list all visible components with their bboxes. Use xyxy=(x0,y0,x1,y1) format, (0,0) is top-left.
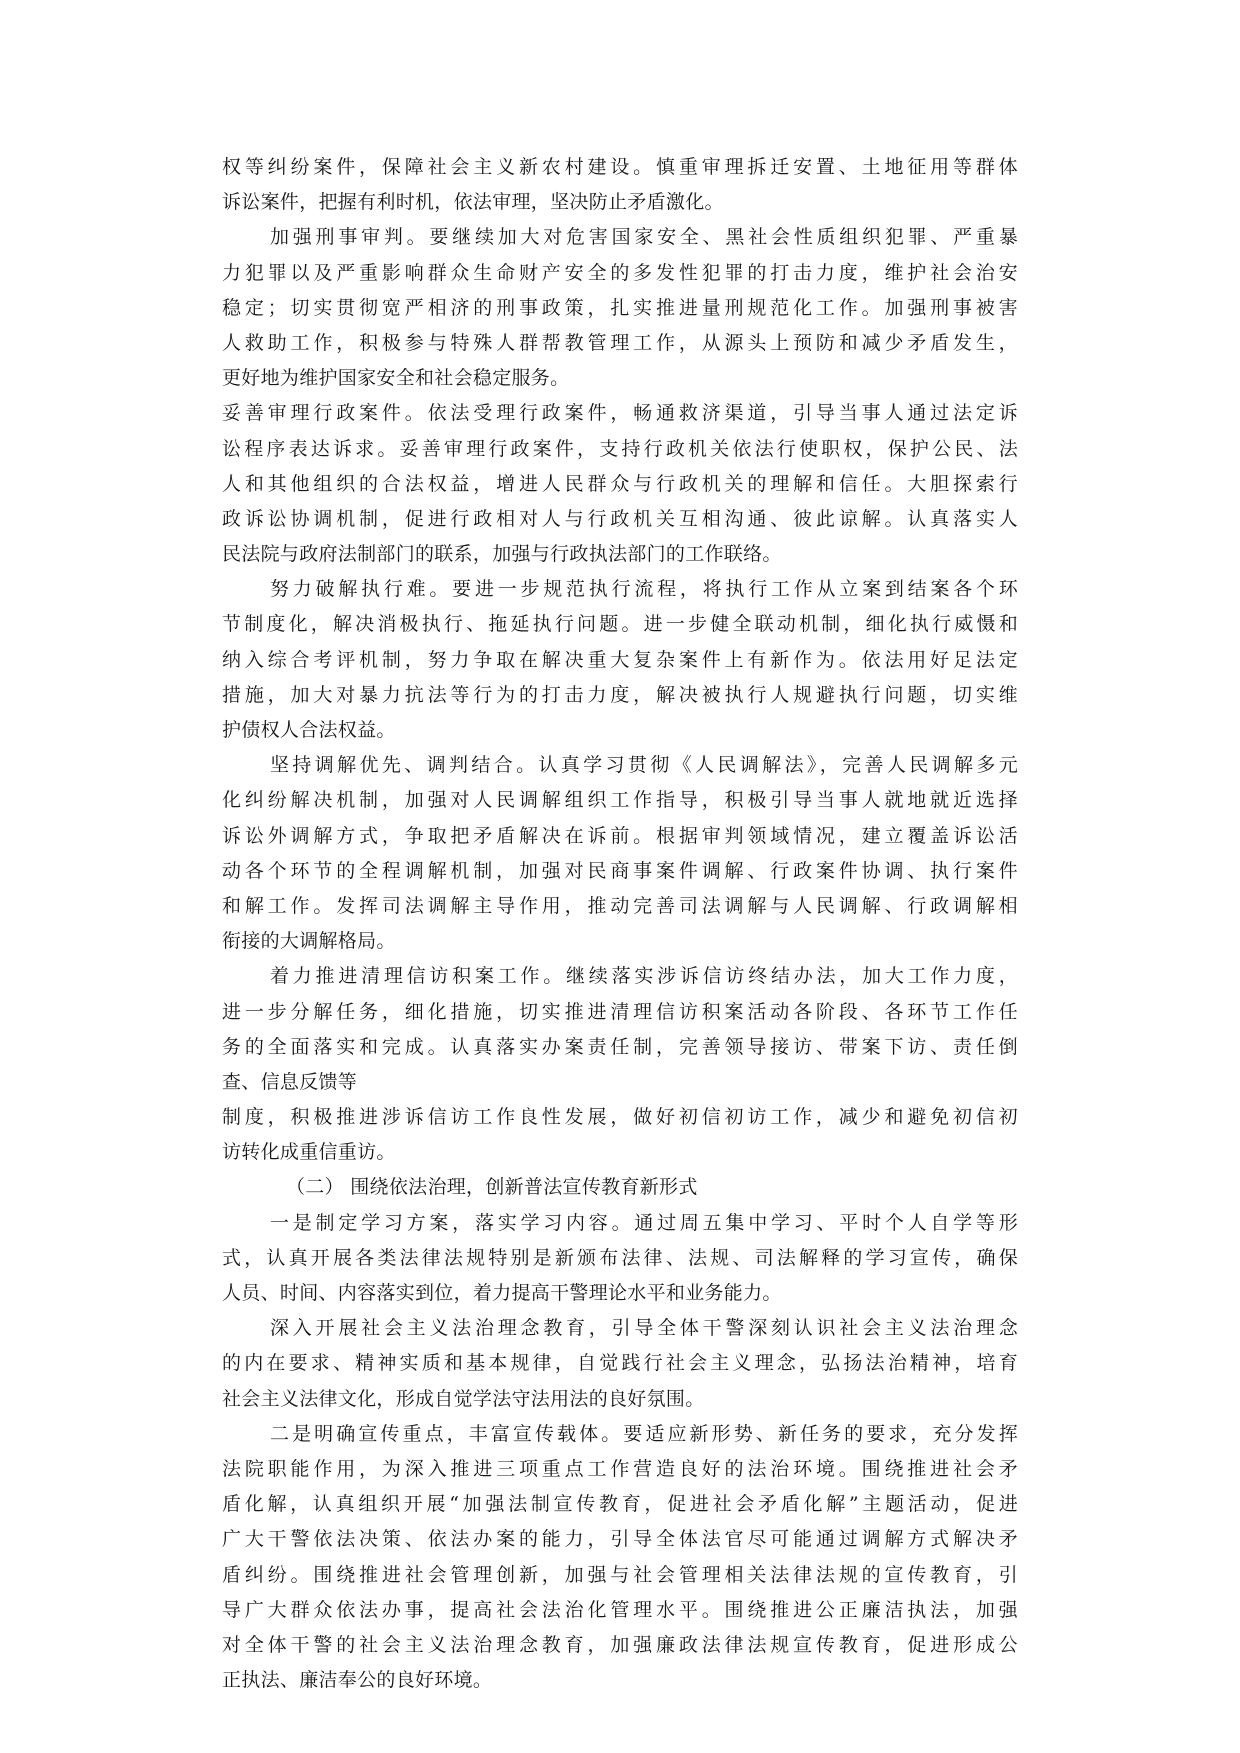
text-line: 措施，加大对暴力抗法等行为的打击力度，解决被执行人规避执行问题，切实维 xyxy=(222,683,1018,706)
text-line: 人和其他组织的合法权益，增进人民群众与行政机关的理解和信任。大胆探索行 xyxy=(222,472,1018,495)
text-line: 和解工作。发挥司法调解主导作用，推动完善司法调解与人民调解、行政调解相 xyxy=(222,894,1018,917)
text-line: 深入开展社会主义法治理念教育，引导全体干警深刻认识社会主义法治理念 xyxy=(270,1317,1018,1340)
text-line: 社会主义法律文化，形成自觉学法守法用法的良好氛围。 xyxy=(222,1387,705,1410)
text-line: 的内在要求、精神实质和基本规律，自觉践行社会主义理念，弘扬法治精神，培育 xyxy=(222,1352,1018,1375)
text-line: 务的全面落实和完成。认真落实办案责任制，完善领导接访、带案下访、责任倒 xyxy=(222,1035,1018,1058)
document-body xyxy=(222,150,1018,1698)
text-line: 努力破解执行难。要进一步规范执行流程，将执行工作从立案到结案各个环 xyxy=(270,578,1018,601)
text-line: 护债权人合法权益。 xyxy=(222,719,396,741)
text-line: 力犯罪以及严重影响群众生命财产安全的多发性犯罪的打击力度，维护社会治安 xyxy=(222,261,1018,284)
text-line: 诉讼案件，把握有利时机，依法审理，坚决防止矛盾激化。 xyxy=(222,191,724,214)
text-line: 访转化成重信重访。 xyxy=(222,1141,396,1164)
text-line: 妥善审理行政案件。依法受理行政案件，畅通救济渠道，引导当事人通过法定诉 xyxy=(222,402,1018,425)
text-line: 人救助工作，积极参与特殊人群帮教管理工作，从源头上预防和减少矛盾发生， xyxy=(222,331,1018,354)
text-line: 对全体干警的社会主义法治理念教育，加强廉政法律法规宣传教育，促进形成公 xyxy=(222,1633,1018,1656)
text-line: 着力推进清理信访积案工作。继续落实涉诉信访终结办法，加大工作力度， xyxy=(270,965,1018,988)
section-heading: （二） 围绕依法治理，创新普法宣传教育新形式 xyxy=(286,1176,698,1199)
text-line: 盾化解，认真组织开展“加强法制宣传教育，促进社会矛盾化解”主题活动，促进 xyxy=(222,1493,1018,1516)
text-line: 导广大群众依法办事，提高社会法治化管理水平。围绕推进公正廉洁执法，加强 xyxy=(222,1598,1018,1621)
text-line: 广大干警依法决策、依法办案的能力，引导全体法官尽可能通过调解方式解决矛 xyxy=(222,1528,1018,1551)
text-line: 政诉讼协调机制，促进行政相对人与行政机关互相沟通、彼此谅解。认真落实人 xyxy=(222,507,1018,530)
text-line: 法院职能作用，为深入推进三项重点工作营造良好的法治环境。围绕推进社会矛 xyxy=(222,1457,1018,1480)
text-line: 盾纠纷。围绕推进社会管理创新，加强与社会管理相关法律法规的宣传教育，引 xyxy=(222,1563,1018,1586)
text-line: 二是明确宣传重点，丰富宣传载体。要适应新形势、新任务的要求，充分发挥 xyxy=(270,1422,1018,1445)
text-line: 衔接的大调解格局。 xyxy=(222,930,396,953)
text-line: 节制度化，解决消极执行、拖延执行问题。进一步健全联动机制，细化执行威慑和 xyxy=(222,613,1018,636)
text-line: 进一步分解任务，细化措施，切实推进清理信访积案活动各阶段、各环节工作任 xyxy=(222,1000,1018,1023)
text-line: 正执法、廉洁奉公的良好环境。 xyxy=(222,1669,493,1692)
text-line: 制度，积极推进涉诉信访工作良性发展，做好初信初访工作，减少和避免初信初 xyxy=(222,1106,1018,1129)
text-line: 更好地为维护国家安全和社会稳定服务。 xyxy=(222,367,570,390)
text-line: 讼程序表达诉求。妥善审理行政案件，支持行政机关依法行使职权，保护公民、法 xyxy=(222,437,1018,460)
text-line: 一是制定学习方案，落实学习内容。通过周五集中学习、平时个人自学等形 xyxy=(270,1211,1018,1234)
text-line: 加强刑事审判。要继续加大对危害国家安全、黑社会性质组织犯罪、严重暴 xyxy=(270,226,1018,249)
text-line: 民法院与政府法制部门的联系，加强与行政执法部门的工作联络。 xyxy=(222,543,782,566)
text-line: 坚持调解优先、调判结合。认真学习贯彻《人民调解法》，完善人民调解多元 xyxy=(270,754,1018,777)
text-line: 权等纠纷案件，保障社会主义新农村建设。慎重审理拆迁安置、土地征用等群体 xyxy=(222,156,1018,178)
text-line: 式，认真开展各类法律法规特别是新颁布法律、法规、司法解释的学习宣传，确保 xyxy=(222,1246,1018,1269)
text-line: 纳入综合考评机制，努力争取在解决重大复杂案件上有新作为。依法用好足法定 xyxy=(222,648,1018,671)
text-line: 化纠纷解决机制，加强对人民调解组织工作指导，积极引导当事人就地就近选择 xyxy=(222,789,1018,812)
text-line: 查、信息反馈等 xyxy=(222,1070,358,1093)
text-line: 稳定；切实贯彻宽严相济的刑事政策，扎实推进量刑规范化工作。加强刑事被害 xyxy=(222,296,1018,319)
text-line: 人员、时间、内容落实到位，着力提高干警理论水平和业务能力。 xyxy=(222,1282,782,1304)
text-line: 动各个环节的全程调解机制，加强对民商事案件调解、行政案件协调、执行案件 xyxy=(222,859,1018,882)
text-line: 诉讼外调解方式，争取把矛盾解决在诉前。根据审判领域情况，建立覆盖诉讼活 xyxy=(222,824,1018,847)
